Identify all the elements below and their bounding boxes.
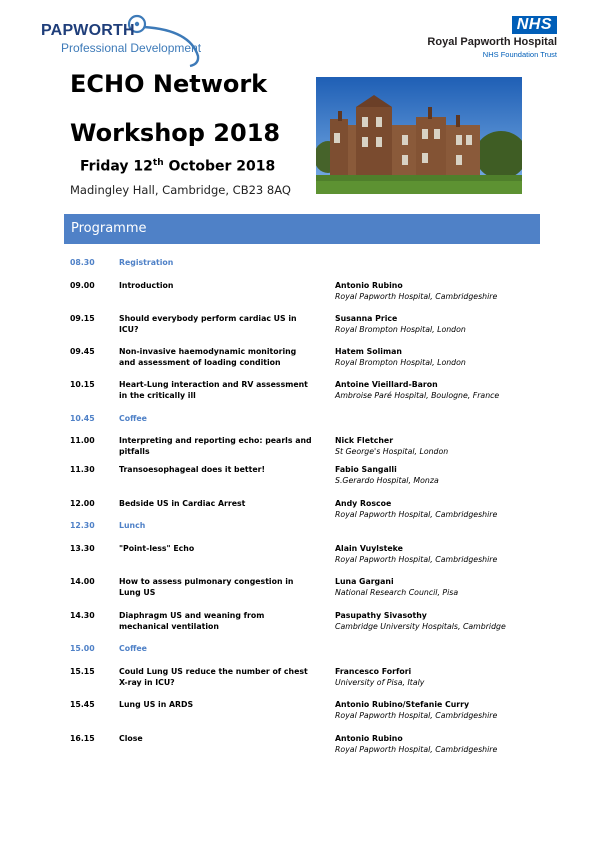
row-time: 13.30 (70, 544, 95, 553)
row-affiliation: Royal Papworth Hospital, Cambridgeshire (335, 510, 498, 519)
row-time: 11.00 (70, 436, 95, 445)
row-time: 09.15 (70, 314, 95, 323)
row-item: Introduction (119, 281, 174, 290)
event-date: Friday 12th October 2018 (80, 158, 276, 175)
row-item: Coffee (119, 414, 147, 423)
row-time: 08.30 (70, 258, 95, 267)
row-speaker: Alain Vuylsteke (335, 544, 403, 553)
row-affiliation: University of Pisa, Italy (335, 678, 425, 687)
row-time: 12.30 (70, 521, 95, 530)
row-speaker: Nick Fletcher (335, 436, 394, 445)
nhs-badge: NHS (512, 16, 557, 34)
row-speaker: Susanna Price (335, 314, 398, 323)
row-speaker: Luna Gargani (335, 577, 394, 586)
row-speaker: Francesco Forfori (335, 667, 412, 676)
row-time: 09.00 (70, 281, 95, 290)
row-speaker: Antonio Rubino (335, 734, 403, 743)
row-affiliation: Cambridge University Hospitals, Cambridge (335, 622, 506, 631)
row-speaker: Antoine Vieillard-Baron (335, 380, 438, 389)
row-affiliation: Royal Papworth Hospital, Cambridgeshire (335, 292, 498, 301)
row-affiliation: Royal Brompton Hospital, London (335, 358, 466, 367)
row-speaker: Hatem Soliman (335, 347, 402, 356)
row-item: Lung US in ARDS (119, 700, 194, 709)
row-time: 16.15 (70, 734, 95, 743)
row-time: 09.45 (70, 347, 95, 356)
trust-name: NHS Foundation Trust (482, 50, 557, 59)
row-time: 10.15 (70, 380, 95, 389)
row-affiliation: S.Gerardo Hospital, Monza (335, 476, 439, 485)
papworth-logo (40, 8, 210, 70)
row-item: How to assess pulmonary congestion in Lung US (119, 577, 294, 597)
row-item: "Point-less" Echo (119, 544, 195, 553)
row-speaker: Antonio Rubino/Stefanie Curry (335, 700, 470, 709)
row-time: 14.00 (70, 577, 95, 586)
row-time: 10.45 (70, 414, 95, 423)
row-affiliation: Royal Brompton Hospital, London (335, 325, 466, 334)
papworth-subtitle: Professional Development (61, 41, 202, 55)
row-item: Interpreting and reporting echo: pearls and pitfalls (119, 436, 312, 456)
row-item: Bedside US in Cardiac Arrest (119, 499, 246, 508)
row-affiliation: Royal Papworth Hospital, Cambridgeshire (335, 745, 498, 754)
row-item: Should everybody perform cardiac US in ICU? (119, 314, 297, 334)
row-time: 15.15 (70, 667, 95, 676)
row-item: Close (119, 734, 143, 743)
row-item: Registration (119, 258, 174, 267)
row-item: Diaphragm US and weaning from mechanical ventilation (119, 611, 265, 631)
row-speaker: Pasupathy Sivasothy (335, 611, 427, 620)
row-item: Could Lung US reduce the number of chest X-ray in ICU? (119, 667, 308, 687)
row-item: Lunch (119, 521, 146, 530)
row-affiliation: Royal Papworth Hospital, Cambridgeshire (335, 555, 498, 564)
row-time: 14.30 (70, 611, 95, 620)
row-item: Heart-Lung interaction and RV assessment in the critically ill (119, 380, 308, 400)
row-item: Transoesophageal does it better! (119, 465, 266, 474)
venue-photo (316, 77, 522, 194)
row-time: 15.45 (70, 700, 95, 709)
row-affiliation: National Research Council, Pisa (335, 588, 459, 597)
row-speaker: Andy Roscoe (335, 499, 392, 508)
row-item: Non-invasive haemodynamic monitoring and assessment of loading condition (119, 347, 297, 367)
event-venue: Madingley Hall, Cambridge, CB23 8AQ (70, 183, 291, 197)
row-speaker: Fabio Sangalli (335, 465, 397, 474)
title-line-1: ECHO Network (70, 70, 268, 98)
row-affiliation: St George's Hospital, London (335, 447, 449, 456)
row-affiliation: Ambroise Paré Hospital, Boulogne, France (335, 391, 500, 400)
programme-heading: Programme (64, 214, 540, 244)
row-affiliation: Royal Papworth Hospital, Cambridgeshire (335, 711, 498, 720)
row-item: Coffee (119, 644, 147, 653)
title-line-2: Workshop 2018 (70, 119, 281, 147)
papworth-name: PAPWORTH (41, 22, 135, 39)
row-time: 11.30 (70, 465, 95, 474)
row-time: 12.00 (70, 499, 95, 508)
row-time: 15.00 (70, 644, 95, 653)
row-speaker: Antonio Rubino (335, 281, 403, 290)
hospital-name: Royal Papworth Hospital (427, 36, 557, 48)
